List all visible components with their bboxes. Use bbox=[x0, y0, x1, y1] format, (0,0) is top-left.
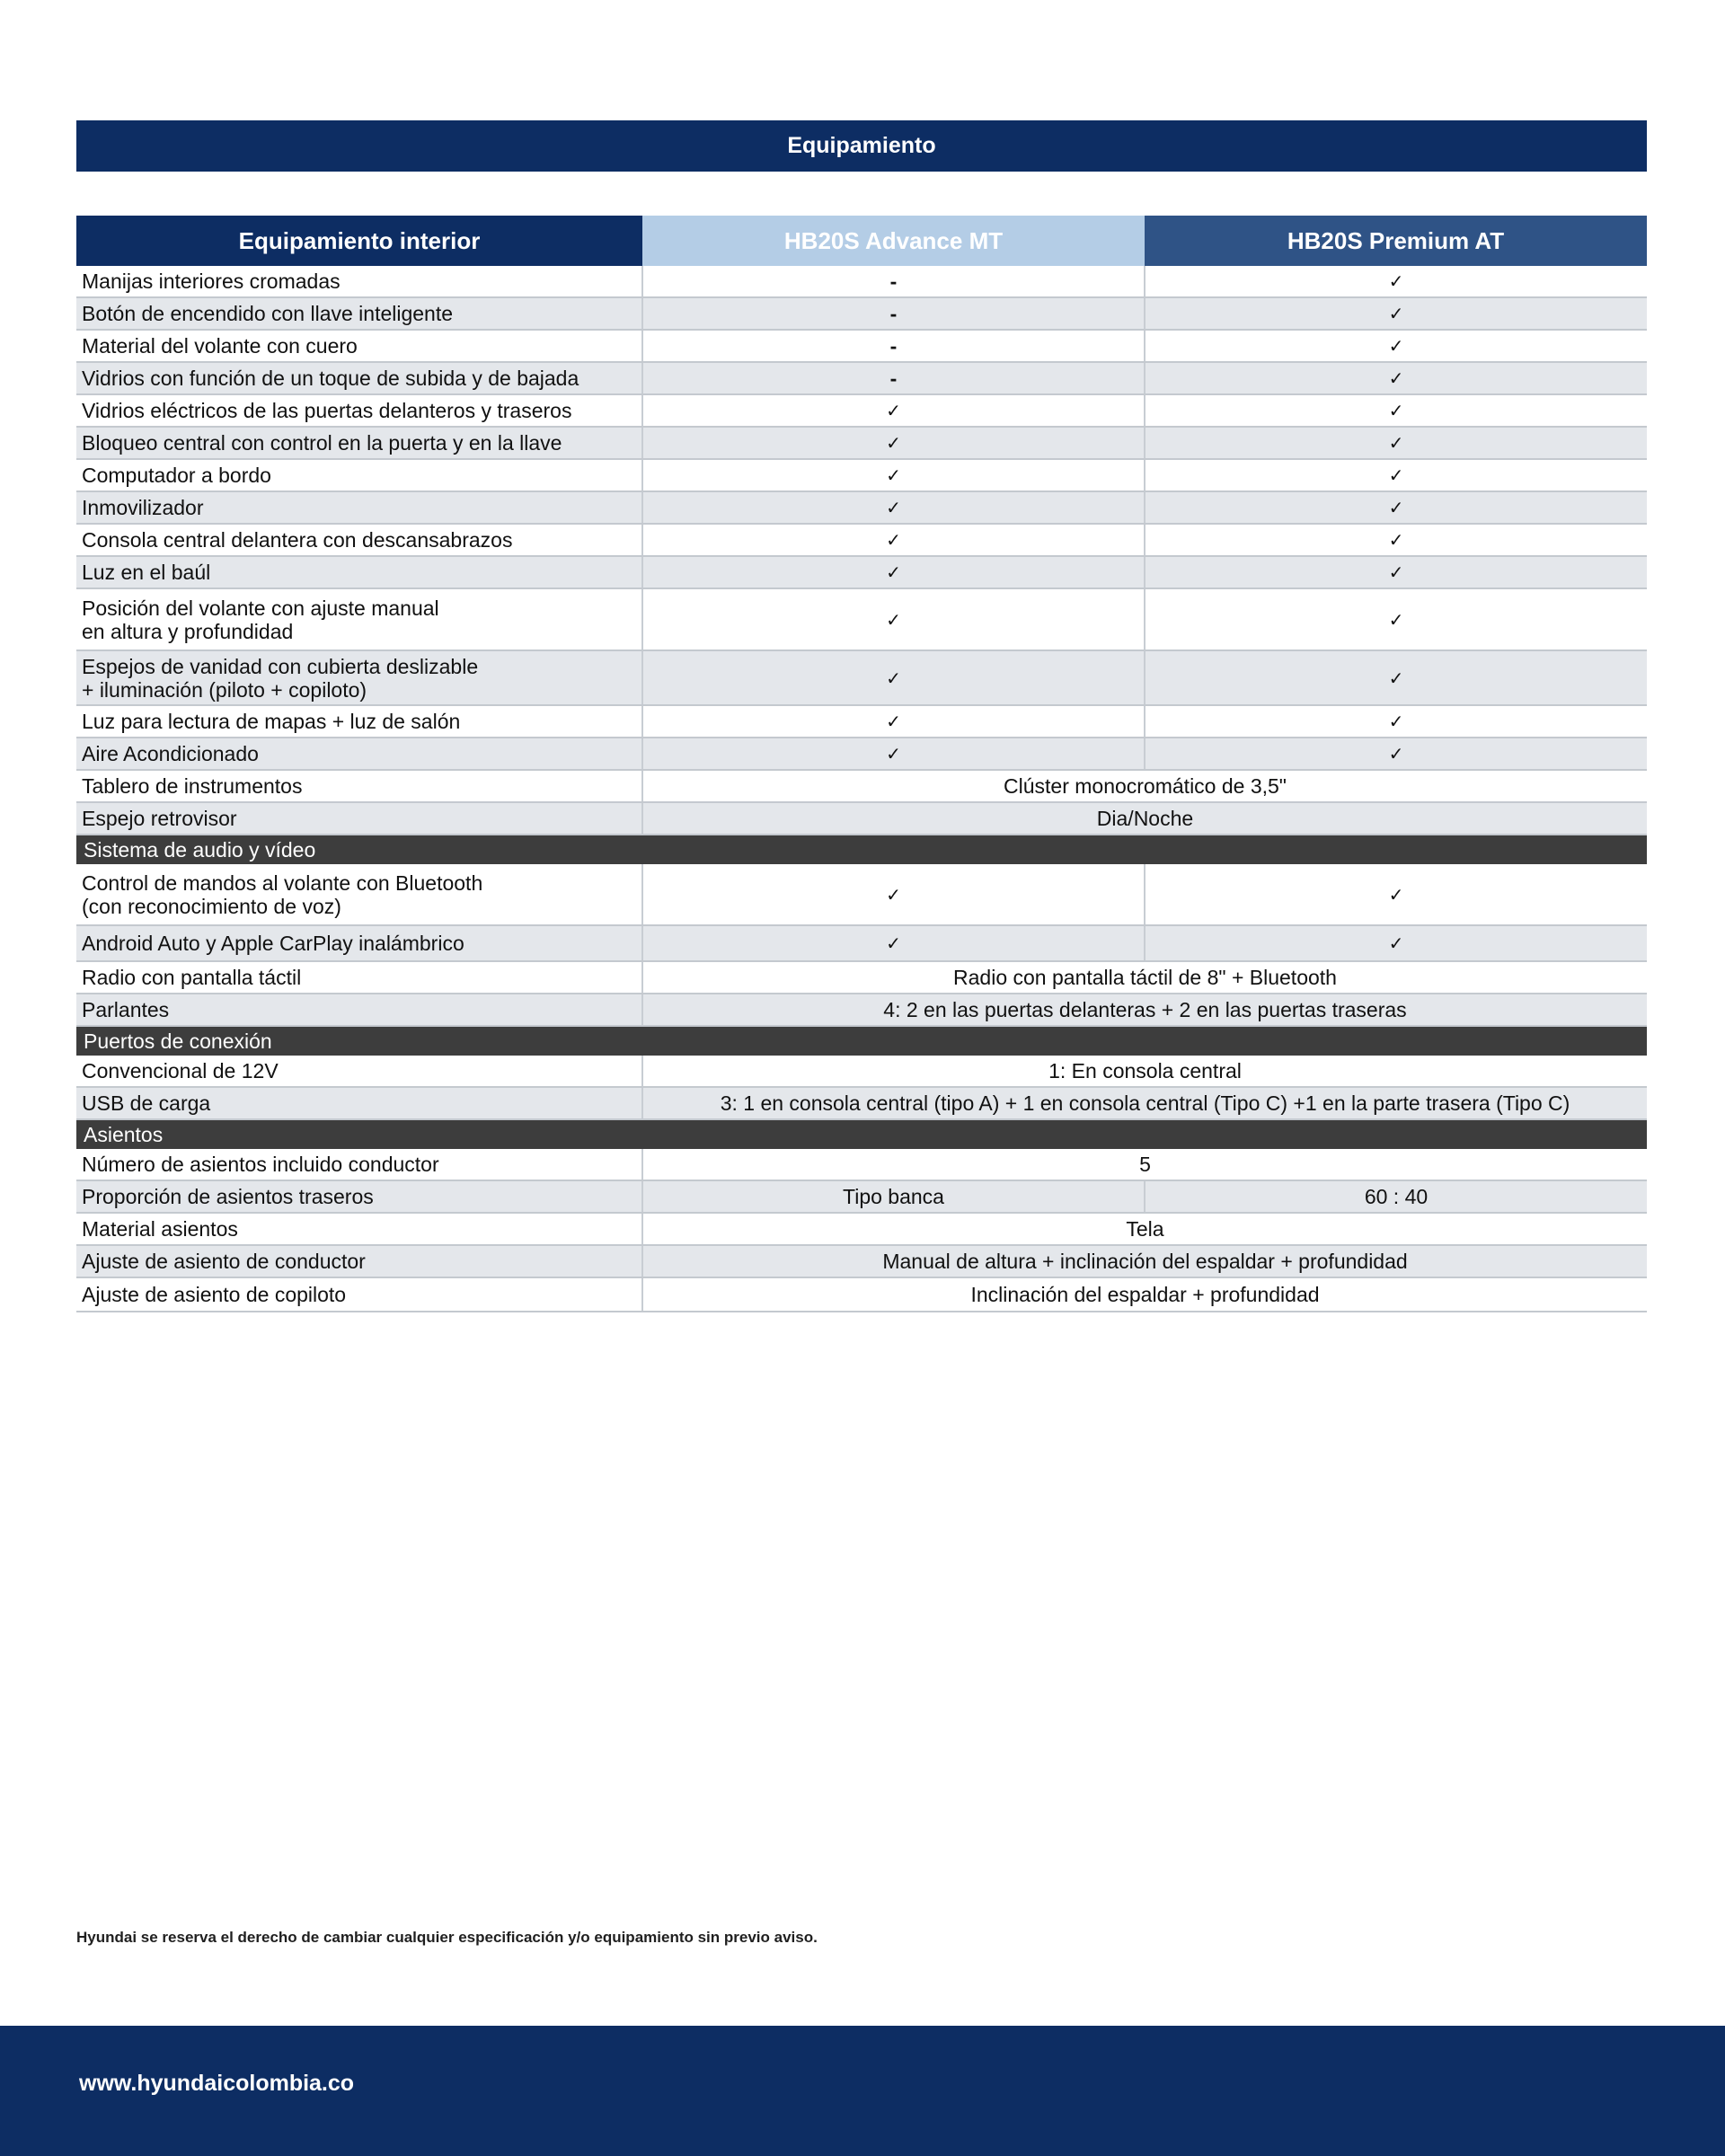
value-premium-at bbox=[1145, 427, 1647, 459]
check-icon: ✓ bbox=[1388, 402, 1404, 421]
feature-label: Material asientos bbox=[76, 1213, 642, 1245]
feature-value-both: Radio con pantalla táctil de 8" + Bluetooth bbox=[642, 961, 1647, 994]
check-icon: ✓ bbox=[1388, 337, 1404, 357]
table-header-row bbox=[76, 216, 1647, 266]
value-premium-at bbox=[1145, 330, 1647, 362]
value-advance-mt bbox=[642, 330, 1145, 362]
value-premium-at bbox=[1145, 556, 1647, 588]
table-row bbox=[76, 1213, 1647, 1245]
table-row bbox=[76, 1277, 1647, 1312]
feature-label: USB de carga bbox=[76, 1087, 642, 1119]
value-advance-mt bbox=[642, 705, 1145, 738]
feature-label: Tablero de instrumentos bbox=[76, 770, 642, 802]
value-premium-at bbox=[1145, 864, 1647, 925]
table-row bbox=[76, 330, 1647, 362]
check-icon: ✓ bbox=[886, 563, 901, 583]
table-row bbox=[76, 427, 1647, 459]
check-icon: ✓ bbox=[886, 402, 901, 421]
value-advance-mt bbox=[642, 266, 1145, 297]
value-premium-at bbox=[1145, 266, 1647, 297]
table-row bbox=[76, 994, 1647, 1026]
check-icon: ✓ bbox=[1388, 466, 1404, 486]
table-row bbox=[76, 925, 1647, 961]
table-body bbox=[76, 266, 1647, 1312]
check-icon: ✓ bbox=[1388, 499, 1404, 518]
header-advance-mt: HB20S Advance MT bbox=[642, 216, 1145, 266]
check-icon: ✓ bbox=[1388, 885, 1404, 906]
table-row bbox=[76, 297, 1647, 330]
dash-icon: - bbox=[889, 270, 898, 293]
table-row bbox=[76, 1056, 1647, 1087]
check-icon: ✓ bbox=[886, 434, 901, 454]
check-icon: ✓ bbox=[1388, 272, 1404, 292]
check-icon: ✓ bbox=[1388, 305, 1404, 324]
check-icon: ✓ bbox=[886, 610, 901, 631]
dash-icon: - bbox=[889, 302, 898, 325]
feature-label: Bloqueo central con control en la puerta y en la llave bbox=[76, 427, 642, 459]
feature-label: Manijas interiores cromadas bbox=[76, 266, 642, 297]
feature-label: Proporción de asientos traseros bbox=[76, 1180, 642, 1213]
feature-label: Inmovilizador bbox=[76, 491, 642, 524]
value-premium-at bbox=[1145, 524, 1647, 556]
table-row bbox=[76, 1180, 1647, 1213]
feature-value-both: Clúster monocromático de 3,5" bbox=[642, 770, 1647, 802]
table-row bbox=[76, 770, 1647, 802]
value-premium-at bbox=[1145, 588, 1647, 650]
table-row bbox=[76, 556, 1647, 588]
feature-label: Consola central delantera con descansabrazos bbox=[76, 524, 642, 556]
value-advance-mt bbox=[642, 650, 1145, 705]
feature-label: Control de mandos al volante con Bluetooth (con reconocimiento de voz) bbox=[76, 864, 642, 925]
feature-value-both: 3: 1 en consola central (tipo A) + 1 en consola central (Tipo C) +1 en la parte trasera (Tipo C) bbox=[642, 1087, 1647, 1119]
table-row bbox=[76, 588, 1647, 650]
value-advance-mt bbox=[642, 738, 1145, 770]
feature-value-both: Inclinación del espaldar + profundidad bbox=[642, 1277, 1647, 1312]
table-row bbox=[76, 1087, 1647, 1119]
section-title: Sistema de audio y vídeo bbox=[76, 835, 1647, 864]
dash-icon: - bbox=[889, 334, 898, 358]
value-advance-mt bbox=[642, 925, 1145, 961]
table-row bbox=[76, 524, 1647, 556]
value-advance-mt bbox=[642, 524, 1145, 556]
feature-label: Luz en el baúl bbox=[76, 556, 642, 588]
feature-value-text: Tipo banca bbox=[843, 1185, 944, 1208]
value-advance-mt bbox=[642, 491, 1145, 524]
check-icon: ✓ bbox=[1388, 745, 1404, 764]
dash-icon: - bbox=[889, 367, 898, 390]
feature-label: Ajuste de asiento de conductor bbox=[76, 1245, 642, 1277]
value-premium-at bbox=[1145, 705, 1647, 738]
value-advance-mt bbox=[642, 297, 1145, 330]
table-row bbox=[76, 394, 1647, 427]
value-advance-mt bbox=[642, 864, 1145, 925]
check-icon: ✓ bbox=[1388, 369, 1404, 389]
table-row bbox=[76, 961, 1647, 994]
check-icon: ✓ bbox=[886, 668, 901, 689]
value-premium-at bbox=[1145, 491, 1647, 524]
feature-label: Vidrios con función de un toque de subida y de bajada bbox=[76, 362, 642, 394]
feature-label: Material del volante con cuero bbox=[76, 330, 642, 362]
value-advance-mt bbox=[642, 394, 1145, 427]
feature-value-both: Manual de altura + inclinación del espaldar + profundidad bbox=[642, 1245, 1647, 1277]
value-advance-mt bbox=[642, 362, 1145, 394]
table-row bbox=[76, 650, 1647, 705]
feature-value-both: Dia/Noche bbox=[642, 802, 1647, 835]
table-row bbox=[76, 491, 1647, 524]
section-row bbox=[76, 1119, 1647, 1149]
check-icon: ✓ bbox=[886, 466, 901, 486]
feature-value-text: 60 : 40 bbox=[1364, 1185, 1429, 1208]
header-premium-at: HB20S Premium AT bbox=[1145, 216, 1647, 266]
disclaimer-text: Hyundai se reserva el derecho de cambiar cualquier especificación y/o equipamiento sin previo aviso. bbox=[76, 1929, 818, 1946]
check-icon: ✓ bbox=[886, 934, 901, 954]
feature-label: Convencional de 12V bbox=[76, 1056, 642, 1087]
page-banner bbox=[76, 120, 1647, 172]
table-row bbox=[76, 802, 1647, 835]
check-icon: ✓ bbox=[886, 499, 901, 518]
value-premium-at bbox=[1145, 650, 1647, 705]
banner-title: Equipamiento bbox=[787, 133, 936, 158]
section-row bbox=[76, 1026, 1647, 1056]
feature-label: Android Auto y Apple CarPlay inalámbrico bbox=[76, 925, 642, 961]
equipment-table bbox=[76, 216, 1647, 1312]
value-premium-at bbox=[1145, 925, 1647, 961]
section-title: Asientos bbox=[76, 1119, 1647, 1149]
check-icon: ✓ bbox=[1388, 610, 1404, 631]
check-icon: ✓ bbox=[1388, 531, 1404, 551]
table-row bbox=[76, 864, 1647, 925]
feature-label: Aire Acondicionado bbox=[76, 738, 642, 770]
table-row bbox=[76, 459, 1647, 491]
feature-label: Número de asientos incluido conductor bbox=[76, 1149, 642, 1180]
feature-label: Posición del volante con ajuste manual en altura y profundidad bbox=[76, 588, 642, 650]
header-equipment: Equipamiento interior bbox=[76, 216, 642, 266]
check-icon: ✓ bbox=[1388, 563, 1404, 583]
feature-label: Espejo retrovisor bbox=[76, 802, 642, 835]
website-link[interactable]: www.hyundaicolombia.co bbox=[79, 2071, 355, 2096]
value-premium-at bbox=[1145, 362, 1647, 394]
table-row bbox=[76, 266, 1647, 297]
check-icon: ✓ bbox=[886, 885, 901, 906]
value-advance-mt bbox=[642, 459, 1145, 491]
feature-value-both: 4: 2 en las puertas delanteras + 2 en las puertas traseras bbox=[642, 994, 1647, 1026]
table-row bbox=[76, 362, 1647, 394]
table-row bbox=[76, 1245, 1647, 1277]
check-icon: ✓ bbox=[1388, 434, 1404, 454]
feature-label: Parlantes bbox=[76, 994, 642, 1026]
check-icon: ✓ bbox=[886, 712, 901, 732]
footer-bar bbox=[0, 2026, 1725, 2156]
value-advance-mt bbox=[642, 427, 1145, 459]
section-title: Puertos de conexión bbox=[76, 1026, 1647, 1056]
feature-label: Vidrios eléctricos de las puertas delanteros y traseros bbox=[76, 394, 642, 427]
feature-label: Botón de encendido con llave inteligente bbox=[76, 297, 642, 330]
value-premium-at bbox=[1145, 459, 1647, 491]
value-premium-at bbox=[1145, 738, 1647, 770]
value-advance-mt bbox=[642, 1180, 1145, 1213]
table-row bbox=[76, 738, 1647, 770]
feature-label: Radio con pantalla táctil bbox=[76, 961, 642, 994]
section-row bbox=[76, 835, 1647, 864]
check-icon: ✓ bbox=[1388, 712, 1404, 732]
feature-label: Computador a bordo bbox=[76, 459, 642, 491]
check-icon: ✓ bbox=[1388, 668, 1404, 689]
table-row bbox=[76, 705, 1647, 738]
check-icon: ✓ bbox=[1388, 934, 1404, 954]
check-icon: ✓ bbox=[886, 745, 901, 764]
value-advance-mt bbox=[642, 588, 1145, 650]
table-row bbox=[76, 1149, 1647, 1180]
feature-label: Ajuste de asiento de copiloto bbox=[76, 1277, 642, 1312]
feature-label: Luz para lectura de mapas + luz de salón bbox=[76, 705, 642, 738]
feature-label: Espejos de vanidad con cubierta deslizable + iluminación (piloto + copiloto) bbox=[76, 650, 642, 705]
feature-value-both: 5 bbox=[642, 1149, 1647, 1180]
value-advance-mt bbox=[642, 556, 1145, 588]
feature-value-both: 1: En consola central bbox=[642, 1056, 1647, 1087]
value-premium-at bbox=[1145, 297, 1647, 330]
value-premium-at bbox=[1145, 394, 1647, 427]
feature-value-both: Tela bbox=[642, 1213, 1647, 1245]
value-premium-at bbox=[1145, 1180, 1647, 1213]
check-icon: ✓ bbox=[886, 531, 901, 551]
